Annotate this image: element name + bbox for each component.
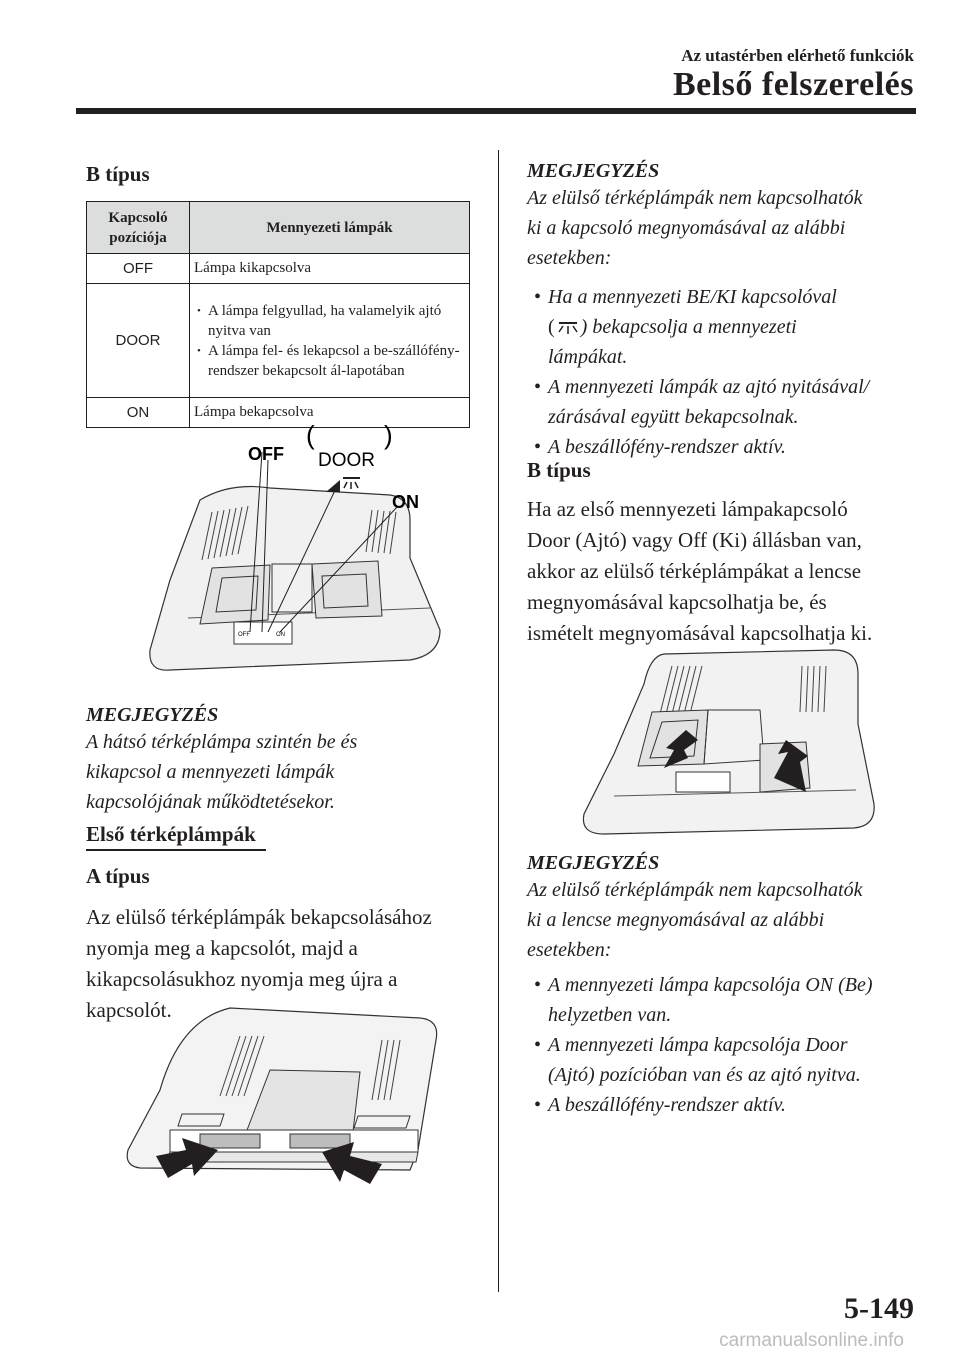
bullet-line: Ha a mennyezeti BE/KI kapcsolóval xyxy=(548,286,837,308)
watermark: carmanualsonline.info xyxy=(719,1330,904,1351)
switch-door-label: DOOR xyxy=(87,284,190,398)
note-line: ki a lencse megnyomásával az alábbi xyxy=(527,909,825,931)
heading-b-type-right: B típus xyxy=(527,458,591,482)
list-item: • A beszállófény-rendszer aktív. xyxy=(532,432,922,462)
note-line: Az elülső térképlámpák nem kapcsolhatók xyxy=(527,879,863,901)
paragraph-line: Az elülső térképlámpák bekapcsolásához xyxy=(86,905,432,929)
table-row xyxy=(87,254,470,284)
bullet-line: ) bekapcsolja a mennyezeti xyxy=(580,316,797,338)
list-item: • A lámpa fel- és lekapcsol a be-szállófény-rendszer bekapcsolt ál-lapotában xyxy=(194,341,465,381)
bullet-line: zárásával együtt bekapcsolnak. xyxy=(548,406,799,428)
list-item: • Ha a mennyezeti BE/KI kapcsolóval ( ) bekapcsolja a mennyezeti lámpákat. xyxy=(532,282,922,372)
note-2-bullets xyxy=(532,282,922,462)
header-rule xyxy=(76,108,916,114)
column-divider xyxy=(498,150,499,1292)
heading-b-type-left: B típus xyxy=(86,162,150,186)
section-header: Az utastérben elérhető funkciók xyxy=(681,46,914,65)
list-item: • A beszállófény-rendszer aktív. xyxy=(532,1090,922,1120)
section-heading-front-map-lamps: Első térképlámpák xyxy=(86,822,256,846)
note-line: Az elülső térképlámpák nem kapcsolhatók xyxy=(527,187,863,209)
switch-on-label: ON xyxy=(87,398,190,428)
page-title: Belső felszerelés xyxy=(672,66,914,103)
section-underline xyxy=(86,849,266,851)
table-cell: Lámpa bekapcsolva xyxy=(190,398,470,428)
note-title: MEGJEGYZÉS xyxy=(527,852,660,874)
fig-off-small: OFF xyxy=(238,632,250,638)
list-item: • A mennyezeti lámpa kapcsolója ON (Be) helyzetben van. xyxy=(532,970,922,1030)
note-1 xyxy=(86,704,357,817)
note-line: kapcsolójának működtetésekor. xyxy=(86,791,335,813)
fig-door-label: DOOR xyxy=(318,450,375,471)
switch-off-label: OFF xyxy=(87,254,190,284)
table-row xyxy=(87,398,470,428)
note-3-bullets xyxy=(532,970,922,1120)
fig-off-label: OFF xyxy=(248,444,284,464)
list-item: • A mennyezeti lámpa kapcsolója Door (Ajtó) pozícióban van és az ajtó nyitva. xyxy=(532,1030,922,1090)
fig-on-small: ON xyxy=(276,632,285,638)
paragraph-line: nyomja meg a kapcsolót, majd a xyxy=(86,936,358,960)
note-3 xyxy=(527,852,862,965)
note-line: A hátsó térképlámpa szintén be és xyxy=(86,731,358,753)
map-lamp-b-figure xyxy=(574,644,890,840)
list-item: • A mennyezeti lámpák az ajtó nyitásával/ zárásával együtt bekapcsolnak. xyxy=(532,372,922,432)
switch-position-table xyxy=(86,201,470,428)
paragraph-line: Door (Ajtó) vagy Off (Ki) állásban van, xyxy=(527,528,862,552)
fig-paren-close: ) xyxy=(384,420,393,450)
paragraph-line: kikapcsolásukhoz nyomja meg újra a xyxy=(86,967,398,991)
note-line: esetekben: xyxy=(527,939,612,961)
fig-on-label: ON xyxy=(392,492,419,512)
bullet-line: lámpákat. xyxy=(548,346,628,368)
table-cell xyxy=(190,284,470,398)
bullet-line: (Ajtó) pozícióban van és az ajtó nyitva. xyxy=(548,1064,861,1086)
note-title: MEGJEGYZÉS xyxy=(527,160,660,182)
paragraph-b-type xyxy=(527,494,872,649)
page-number: 5-149 xyxy=(844,1292,914,1325)
bullet-line: A beszállófény-rendszer aktív. xyxy=(548,436,786,458)
bullet-line: A beszállófény-rendszer aktív. xyxy=(548,1094,786,1116)
paragraph-line: akkor az elülső térképlámpákat a lencse xyxy=(527,559,862,583)
list-item: • A lámpa felgyullad, ha valamelyik ajtó nyitva van xyxy=(194,301,465,341)
map-lamp-a-figure xyxy=(120,1000,480,1210)
heading-a-type: A típus xyxy=(86,864,150,888)
paragraph-line: Ha az első mennyezeti lámpakapcsoló xyxy=(527,497,848,521)
overhead-console-figure xyxy=(140,420,460,680)
note-line: ki a kapcsoló megnyomásával az alábbi xyxy=(527,217,846,239)
ceiling-lamp-icon xyxy=(555,320,581,336)
table-row xyxy=(87,284,470,398)
table-cell: Lámpa kikapcsolva xyxy=(190,254,470,284)
paragraph-line: kapcsolót. xyxy=(86,998,172,1022)
bullet-line: A mennyezeti lámpák az ajtó nyitásával/ xyxy=(548,376,870,398)
fig-paren-open: ( xyxy=(306,420,315,450)
note-2 xyxy=(527,160,862,273)
note-title: MEGJEGYZÉS xyxy=(86,704,219,726)
note-line: kikapcsol a mennyezeti lámpák xyxy=(86,761,335,783)
paragraph-line: megnyomásával kapcsolhatja be, és xyxy=(527,590,827,614)
table-header-lamps: Mennyezeti lámpák xyxy=(190,202,470,254)
door-lamp-icon xyxy=(326,478,360,492)
bullet-line: helyzetben van. xyxy=(548,1004,672,1026)
bullet-line: A mennyezeti lámpa kapcsolója Door xyxy=(548,1034,848,1056)
note-line: esetekben: xyxy=(527,247,612,269)
bullet-line: A mennyezeti lámpa kapcsolója ON (Be) xyxy=(548,974,873,996)
paragraph-line: ismételt megnyomásával kapcsolhatja ki. xyxy=(527,621,873,645)
table-header-position: Kapcsoló pozíciója xyxy=(87,202,190,254)
